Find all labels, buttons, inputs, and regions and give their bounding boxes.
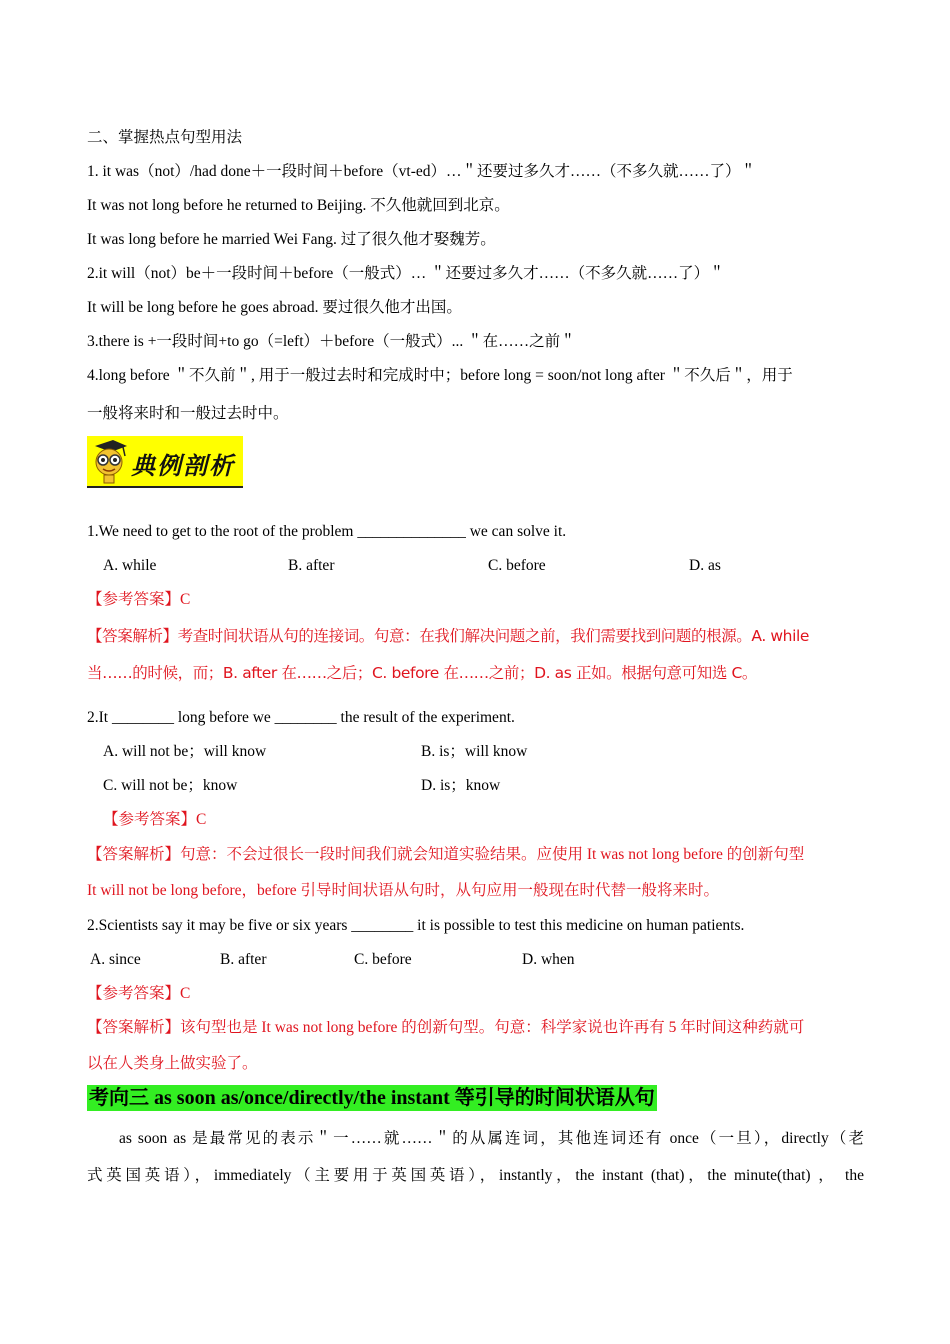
q2-option-d: D. is；know	[421, 777, 501, 794]
q2-analysis-line-1: 【答案解析】句意：不会过很长一段时间我们就会知道实验结果。应使用 It was not long before 的创新句型	[87, 846, 805, 863]
q2-option-a: A. will not be；will know	[103, 743, 267, 760]
pattern-1-example-2: It was long before he married Wei Fang. 过了很久他才娶魏芳。	[87, 231, 496, 248]
q1-option-d: D. as	[689, 557, 721, 574]
q3-answer: 【参考答案】C	[87, 985, 191, 1002]
q1-option-c: C. before	[488, 557, 546, 574]
q3-stem: 2.Scientists say it may be five or six years ________ it is possible to test this medicine on human patients.	[87, 917, 745, 934]
q1-answer: 【参考答案】C	[87, 591, 191, 608]
q3-option-b: B. after	[220, 951, 267, 968]
section-three-heading: 考向三 as soon as/once/directly/the instant 等引导的时间状语从句	[89, 1087, 655, 1109]
q3-option-c: C. before	[354, 951, 412, 968]
q3-analysis-line-1: 【答案解析】该句型也是 It was not long before 的创新句型。句意：科学家说也许再有 5 年时间这种药就可	[87, 1019, 805, 1036]
pattern-4-line-1: 4.long before ＂不久前＂, 用于一般过去时和完成时中；before long = soon/not long after ＂不久后＂，用于	[87, 367, 793, 384]
q2-option-c: C. will not be；know	[103, 777, 238, 794]
q1-option-b: B. after	[288, 557, 335, 574]
section-two-heading: 二、掌握热点句型用法	[87, 129, 243, 146]
section-three-paragraph-line-2: 式英国英语），immediately（主要用于英国英语），instantly，the instant (that)，the minute(that) ， the	[87, 1167, 864, 1184]
pattern-2-example: It will be long before he goes abroad. 要过很久他才出国。	[87, 299, 462, 316]
q3-option-a: A. since	[90, 951, 141, 968]
pattern-3: 3.there is +一段时间+to go（=left）＋before（一般式）... ＂在……之前＂	[87, 333, 576, 350]
q3-option-d: D. when	[522, 951, 575, 968]
q1-analysis-line-1: 【答案解析】考查时间状语从句的连接词。句意：在我们解决问题之前，我们需要找到问题的根源。A. while	[87, 627, 810, 645]
pattern-2: 2.it will（not）be＋一段时间＋before（一般式）… ＂还要过多久才……（不多久就……了）＂	[87, 265, 725, 282]
section-three-paragraph-line-1: as soon as 是最常见的表示＂一……就……＂的从属连词，其他连词还有 once（一旦），directly（老	[119, 1130, 864, 1147]
q1-analysis-line-2: 当……的时候，而；B. after 在……之后；C. before 在……之前；D. as 正如。根据句意可知选 C。	[87, 664, 758, 682]
q1-stem: 1.We need to get to the root of the problem ______________ we can solve it.	[87, 523, 567, 540]
q2-answer: 【参考答案】C	[103, 811, 207, 828]
q2-stem: 2.It ________ long before we ________ the result of the experiment.	[87, 709, 515, 726]
q1-option-a: A. while	[103, 557, 157, 574]
banner-title: 典例剖析	[131, 451, 235, 480]
pattern-4-line-2: 一般将来时和一般过去时中。	[87, 405, 289, 422]
q3-analysis-line-2: 以在人类身上做实验了。	[87, 1055, 258, 1072]
pattern-1-example-1: It was not long before he returned to Beijing. 不久他就回到北京。	[87, 197, 510, 214]
example-analysis-banner	[87, 436, 243, 488]
pattern-1: 1. it was（not）/had done＋一段时间＋before（vt-ed）…＂还要过多久才……（不多久就……了）＂	[87, 163, 757, 180]
scholar-mascot-icon	[89, 438, 129, 484]
q2-option-b: B. is；will know	[421, 743, 528, 760]
q2-analysis-line-2: It will not be long before，before 引导时间状语从句时，从句应用一般现在时代替一般将来时。	[87, 882, 719, 899]
